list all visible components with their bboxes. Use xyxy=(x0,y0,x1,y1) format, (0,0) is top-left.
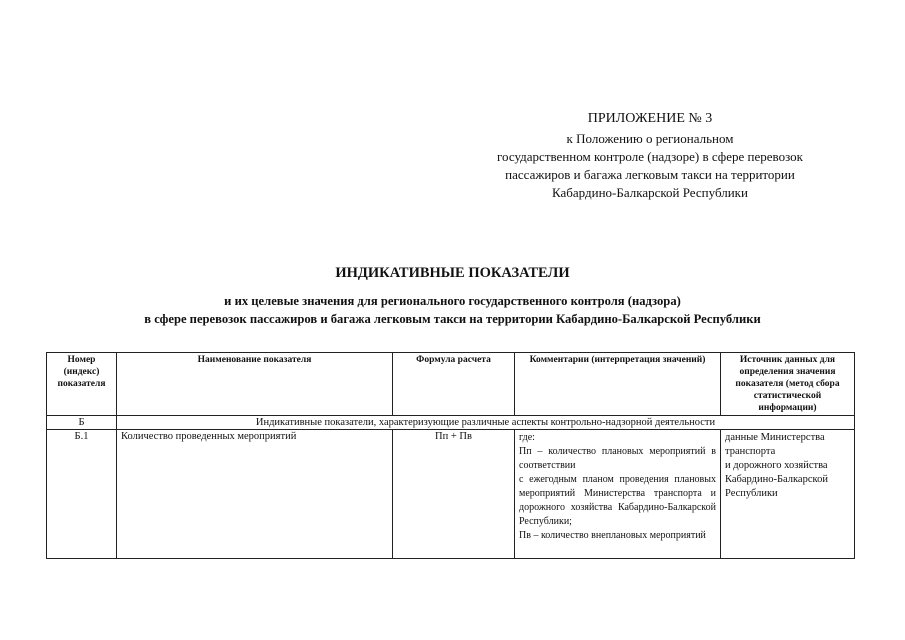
appendix-heading: ПРИЛОЖЕНИЕ № 3 xyxy=(587,111,713,126)
source-line: данные Министерства транспорта xyxy=(725,432,825,457)
comment-line: Пв – количество внеплановых мероприятий xyxy=(519,530,706,541)
column-header: Формула расчета xyxy=(393,353,515,416)
appendix-line: Кабардино-Балкарской Республики xyxy=(552,185,748,200)
indicator-source xyxy=(721,430,855,559)
appendix-line: государственном контроле (надзоре) в сфере перевозок xyxy=(497,149,803,164)
document-subtitle-line-1: и их целевые значения для регионального государственного контроля (надзора) xyxy=(224,294,681,308)
table-section-row xyxy=(47,416,855,430)
appendix-line: к Положению о региональном xyxy=(566,131,734,146)
column-header: Наименование показателя xyxy=(117,353,393,416)
indicator-name: Количество проведенных мероприятий xyxy=(117,430,393,559)
comment-line: Пп – количество плановых мероприятий в соответствии xyxy=(519,446,716,471)
indicator-comment xyxy=(515,430,721,559)
comment-line: с ежегодным планом проведения плановых мероприятий Министерства транспорта и дорожного хозяйства Кабардино-Балкарской Республики; xyxy=(519,474,716,527)
column-header: Комментарии (интерпретация значений) xyxy=(515,353,721,416)
appendix-line: пассажиров и багажа легковым такси на территории xyxy=(505,167,795,182)
column-header: Номер (индекс) показателя xyxy=(47,353,117,416)
appendix-block xyxy=(440,110,860,202)
document-title-block xyxy=(0,265,905,328)
indicator-index: Б.1 xyxy=(47,430,117,559)
section-index: Б xyxy=(47,416,117,430)
section-label: Индикативные показатели, характеризующие различные аспекты контрольно-надзорной деятельности xyxy=(117,416,855,430)
table-header-row xyxy=(47,353,855,416)
document-title: ИНДИКАТИВНЫЕ ПОКАЗАТЕЛИ xyxy=(335,265,570,281)
comment-line: где: xyxy=(519,432,535,443)
column-header: Источник данных для определения значения показателя (метод сбора статистической информации) xyxy=(721,353,855,416)
indicator-formula: Пп + Пв xyxy=(393,430,515,559)
document-subtitle-line-2: в сфере перевозок пассажиров и багажа легковым такси на территории Кабардино-Балкарской Республики xyxy=(144,312,761,326)
indicators-table xyxy=(46,352,855,559)
table-row xyxy=(47,430,855,559)
source-line: и дорожного хозяйства Кабардино-Балкарской Республики xyxy=(725,460,828,499)
